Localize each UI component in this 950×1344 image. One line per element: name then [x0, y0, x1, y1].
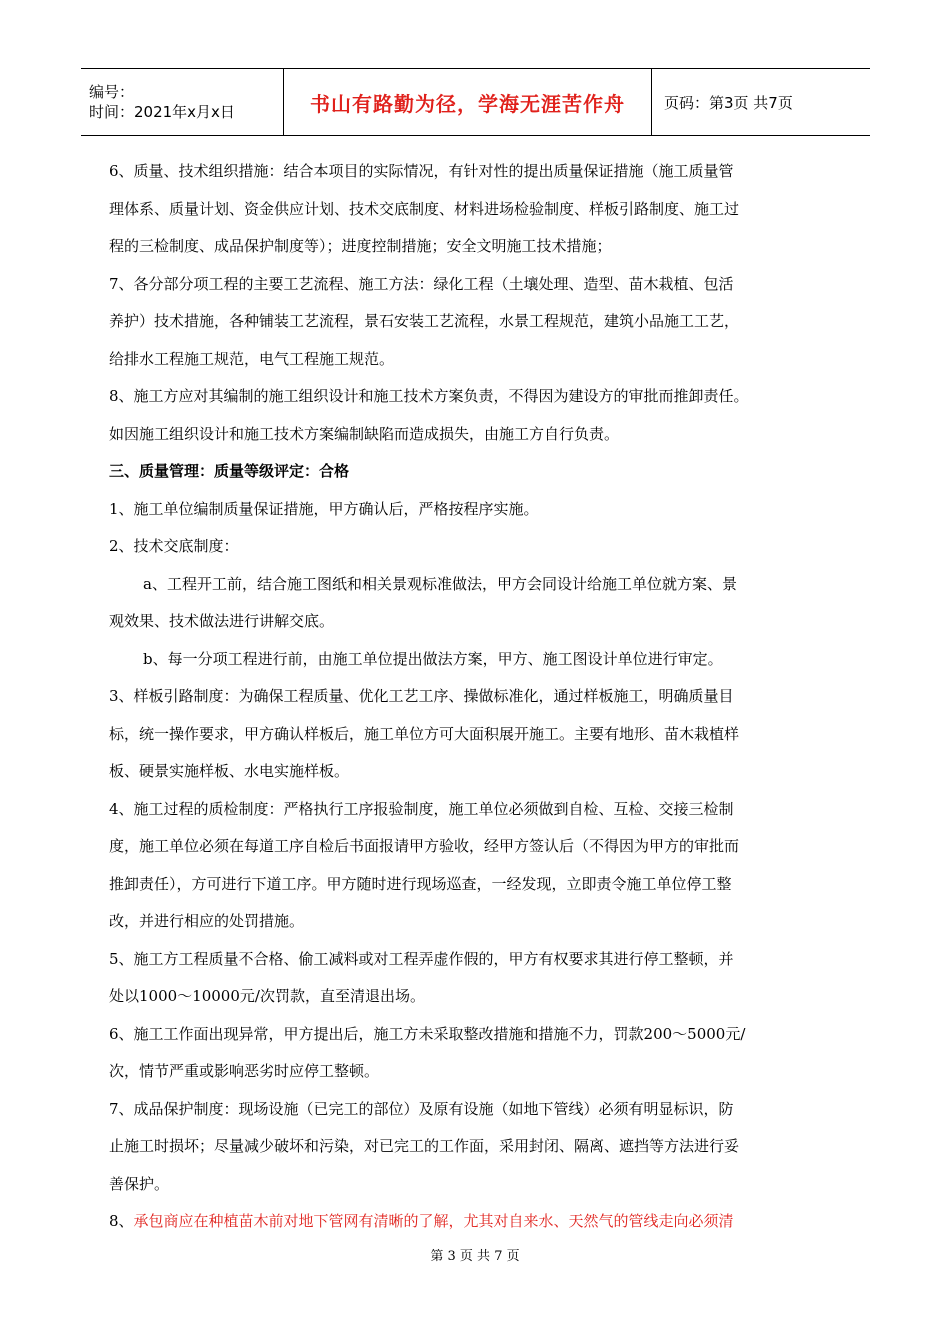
body-line: 善保护。 [109, 1174, 170, 1193]
page-footer: 第 3 页 共 7 页 [430, 1249, 520, 1264]
section-heading: 三、质量管理：质量等级评定：合格 [109, 462, 350, 480]
body-line: 6、施工工作面出现异常，甲方提出后，施工方未采取整改措施和措施不力，罚款200～5000元/ [109, 1024, 746, 1043]
body-line: b、每一分项工程进行前，由施工单位提出做法方案，甲方、施工图设计单位进行审定。 [143, 649, 723, 668]
body-line: 程的三检制度、成品保护制度等）；进度控制措施；安全文明施工技术措施； [109, 237, 612, 255]
body-line: 处以1000～10000元/次罚款，直至清退出场。 [109, 987, 425, 1005]
body-line: 止施工时损坏；尽量减少破坏和污染，对已完工的工作面，采用封闭、隔离、遮挡等方法进行妥 [109, 1137, 740, 1155]
body-line: 如因施工组织设计和施工技术方案编制缺陷而造成损失，由施工方自行负责。 [109, 424, 620, 443]
header-meta [81, 69, 283, 135]
body-line: 1、施工单位编制质量保证措施，甲方确认后，严格按程序实施。 [109, 499, 539, 518]
body-line: 7、各分部分项工程的主要工艺流程、施工方法：绿化工程（土壤处理、造型、苗木栽植、包活 [109, 274, 734, 293]
motto-text: 书山有路勤为径，学海无涯苦作舟 [310, 91, 625, 116]
body-line: 5、施工方工程质量不合格、偷工减料或对工程弄虚作假的，甲方有权要求其进行停工整顿，并 [109, 949, 734, 968]
body-line: a、工程开工前，结合施工图纸和相关景观标准做法，甲方会同设计给施工单位就方案、景 [143, 574, 737, 593]
body-line: 8、施工方应对其编制的施工组织设计和施工技术方案负责，不得因为建设方的审批而推卸责任。 [109, 387, 749, 405]
header-page-cell [652, 69, 870, 135]
header-motto-cell [283, 69, 652, 135]
body-line: 板、硬景实施样板、水电实施样板。 [109, 762, 350, 780]
body-line: 养护）技术措施，各种铺装工艺流程，景石安装工艺流程，水景工程规范，建筑小品施工工艺， [109, 312, 740, 330]
body-line: 4、施工过程的质检制度：严格执行工序报验制度，施工单位必须做到自检、互检、交接三检制 [109, 799, 734, 818]
body-line: 2、技术交底制度： [109, 537, 239, 555]
serial-number-label: 编号： [89, 83, 135, 101]
body-line: 3、样板引路制度：为确保工程质量、优化工艺工序、操做标准化，通过样板施工，明确质量目 [109, 687, 734, 705]
page-number-label: 页码：第3页 共7页 [664, 93, 793, 112]
body-line: 标，统一操作要求，甲方确认样板后，施工单位方可大面积展开施工。主要有地形、苗木栽植样 [109, 724, 740, 743]
body-line: 推卸责任），方可进行下道工序。甲方随时进行现场巡查，一经发现，立即责令施工单位停工整 [109, 874, 732, 893]
document-body [109, 153, 819, 1241]
document-header [81, 68, 870, 136]
body-line: 理体系、质量计划、资金供应计划、技术交底制度、材料进场检验制度、样板引路制度、施工过 [109, 199, 740, 218]
body-line: 观效果、技术做法进行讲解交底。 [109, 612, 335, 630]
item-number: 8、 [109, 1212, 134, 1230]
date-label: 时间：2021年x月x日 [89, 103, 235, 121]
body-line: 度，施工单位必须在每道工序自检后书面报请甲方验收，经甲方签认后（不得因为甲方的审批而 [109, 837, 740, 855]
body-line: 次，情节严重或影响恶劣时应停工整顿。 [109, 1062, 380, 1080]
highlighted-text: 承包商应在种植苗木前对地下管网有清晰的了解，尤其对自来水、天然气的管线走向必须清 [133, 1212, 734, 1230]
body-line: 改，并进行相应的处罚措施。 [109, 912, 305, 930]
body-line: 6、质量、技术组织措施：结合本项目的实际情况，有针对性的提出质量保证措施（施工质量管 [109, 162, 734, 180]
body-line: 7、成品保护制度：现场设施（已完工的部位）及原有设施（如地下管线）必须有明显标识，防 [109, 1099, 734, 1118]
body-line: 给排水工程施工规范，电气工程施工规范。 [109, 349, 395, 368]
body-line-highlight [109, 1203, 819, 1241]
